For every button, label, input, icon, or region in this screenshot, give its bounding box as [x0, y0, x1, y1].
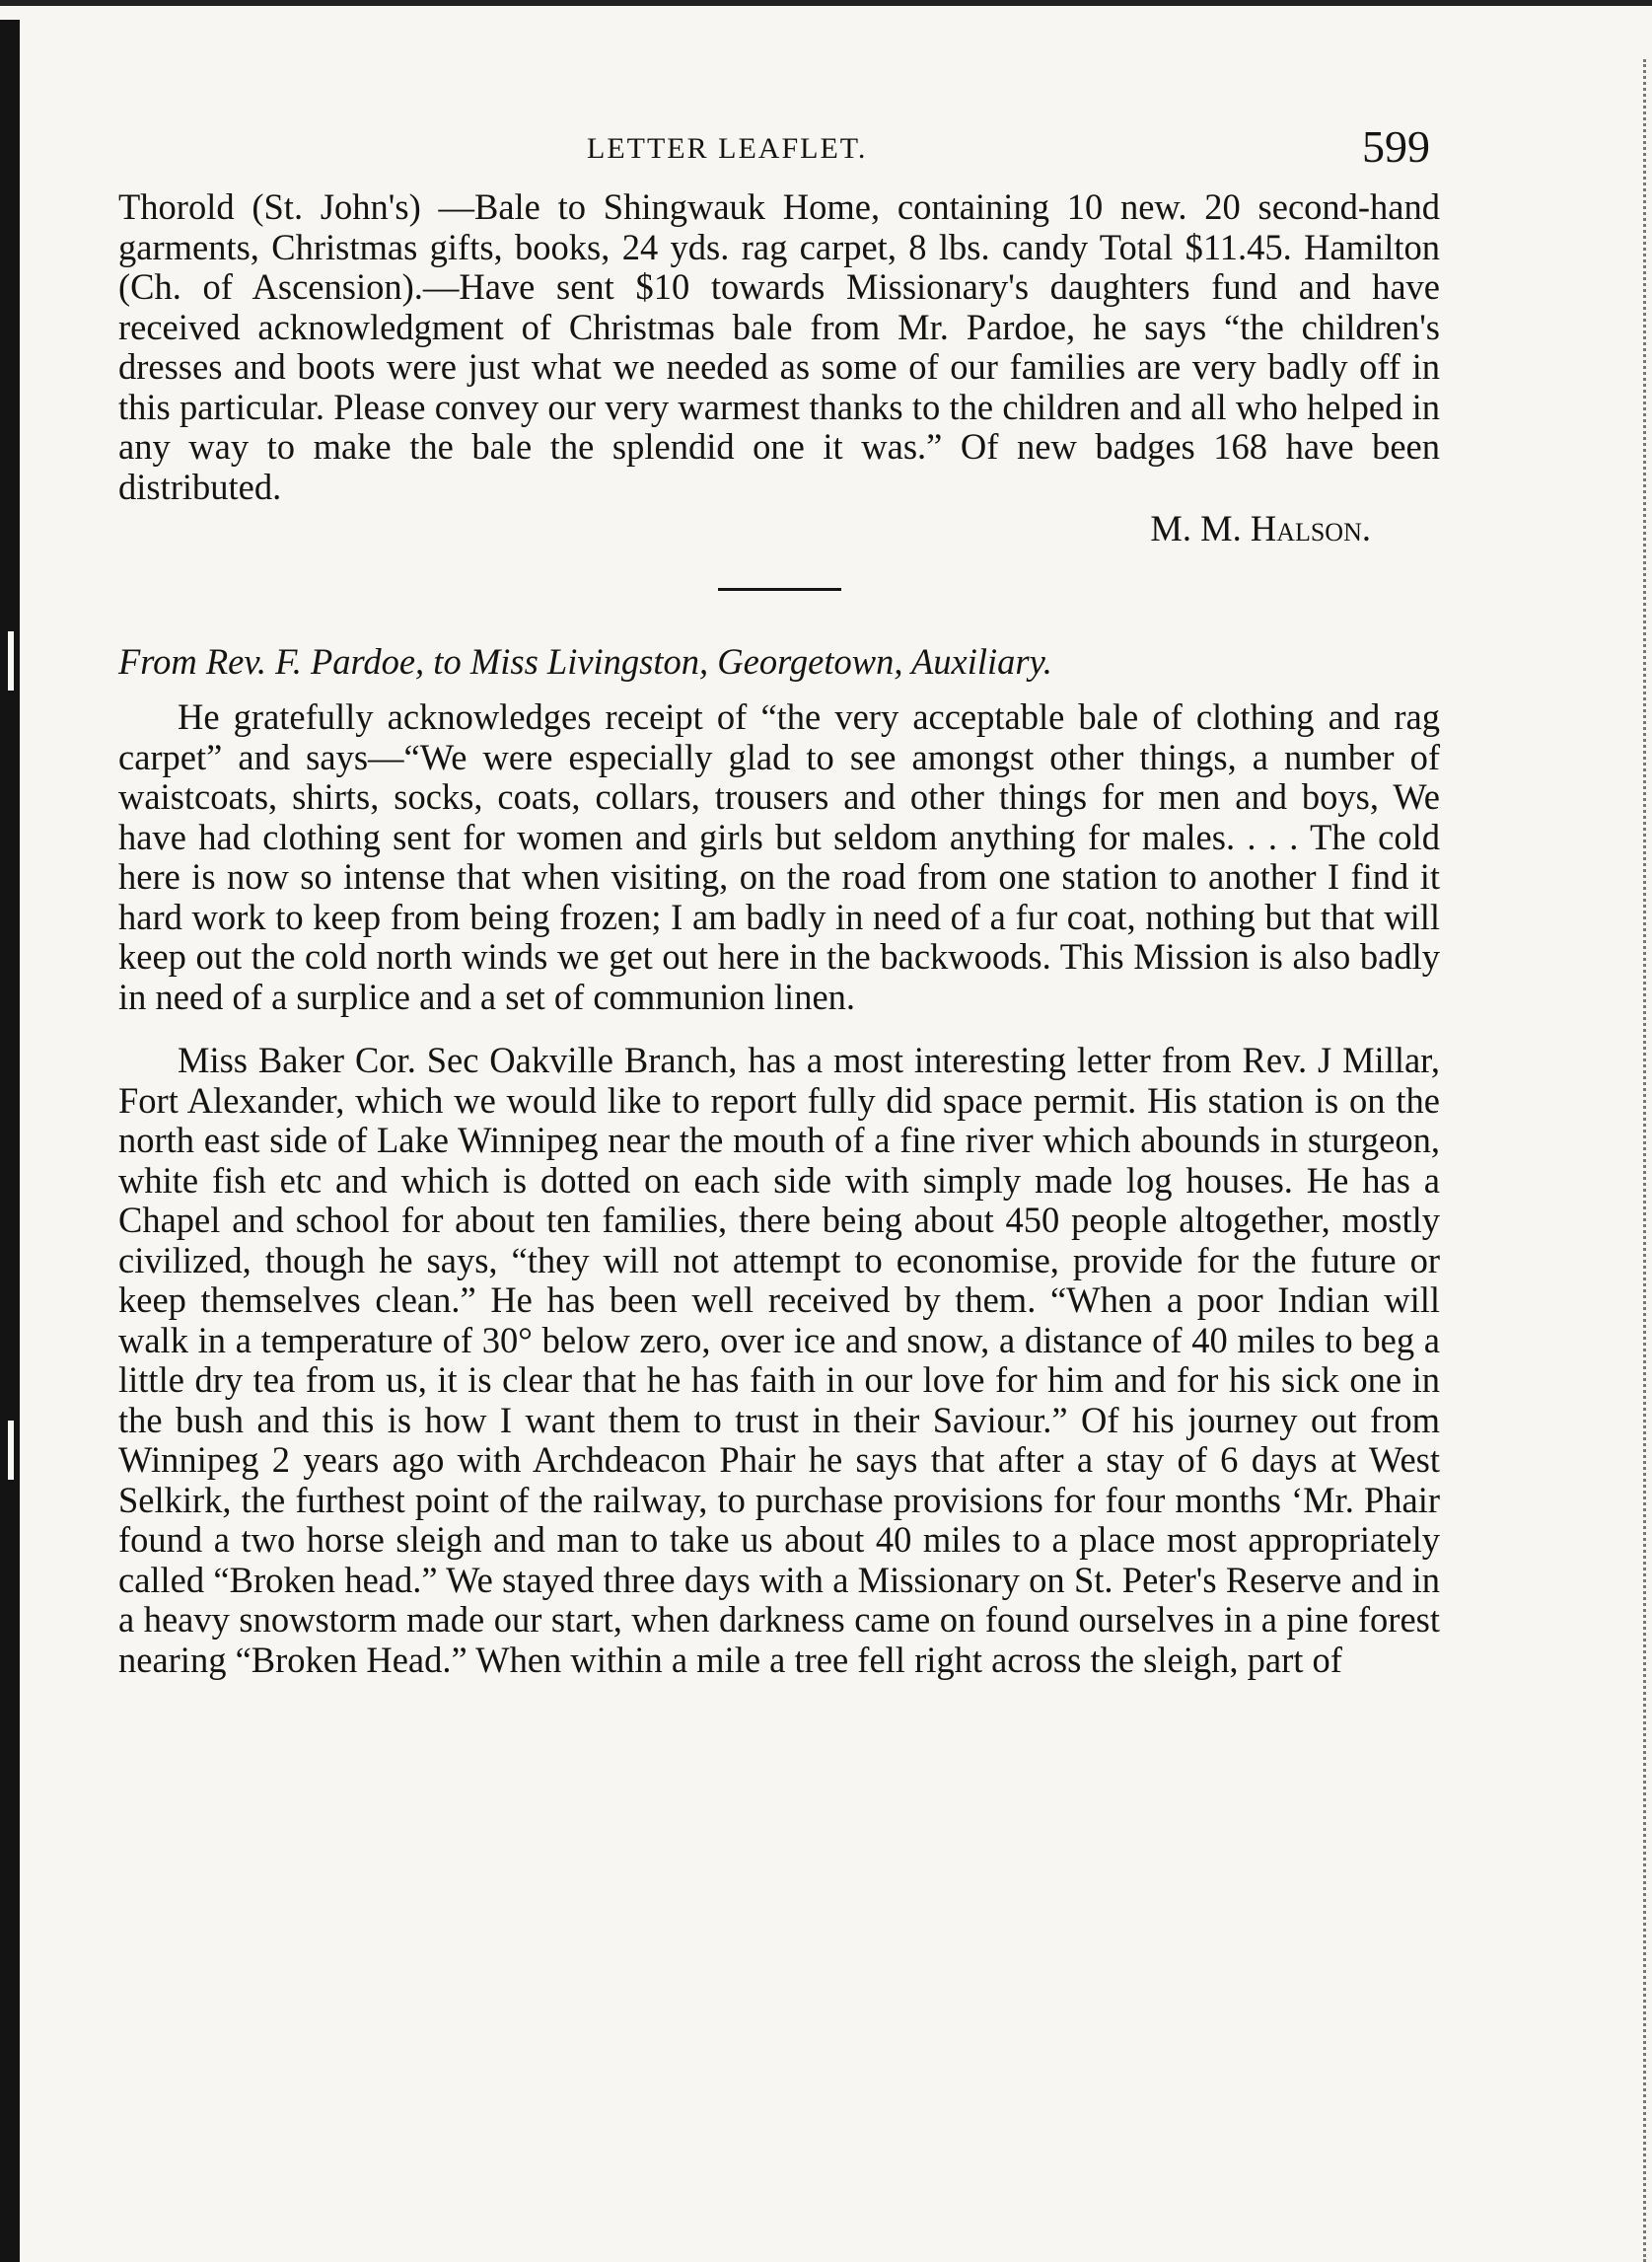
page-content [118, 118, 1440, 1680]
binding-gap [8, 1421, 14, 1480]
report-paragraph: Thorold (St. John's) —Bale to Shingwauk Home, containing 10 new. 20 second-hand garments, Christmas gifts, books, 24 yds. rag carpet, 8 lbs. candy Total $11.45. Hamilton (Ch. of Ascension).—Have sent $10 towards Missionary's daughters fund and have received acknowledgment of Christmas bale from Mr. Pardoe, he says “the children's dresses and boots were just what we needed as some of our families are very badly off in this particular. Please convey our very warmest thanks to the children and all who helped in any way to make the bale the splendid one it was.” Of new badges 168 have been distributed. [118, 186, 1440, 507]
scan-binding-edge [0, 20, 20, 2262]
paragraph-gap [118, 1017, 1440, 1041]
top-edge-rule [0, 0, 1652, 6]
letter-paragraph-1: He gratefully acknowledges receipt of “the very acceptable bale of clothing and rag carpet” and says—“We were especially glad to see amongst other things, a number of waistcoats, shirts, socks, coats, collars, trousers and other things for men and boys, We have had clothing sent for women and girls but seldom anything for males. . . . The cold here is now so intense that when visiting, on the road from one station to another I find it hard work to keep from being frozen; I am badly in need of a fur coat, nothing but that will keep out the cold north winds we get out here in the backwoods. This Mission is also badly in need of a surplice and a set of communion linen. [118, 696, 1440, 1017]
page-number: 599 [1362, 121, 1430, 172]
letter-heading: From Rev. F. Pardoe, to Miss Livingston, Georgetown, Auxiliary. [118, 641, 1052, 682]
binding-gap [8, 631, 14, 691]
report-signature: M. M. Halson. [1150, 508, 1371, 548]
letter-paragraph-2: Miss Baker Cor. Sec Oakville Branch, has a most interesting letter from Rev. J Millar, Fort Alexander, which we would like to report fully did space permit. His station is on the north east side of Lake Winnipeg near the mouth of a fine river which abounds in sturgeon, white fish etc and which is dotted on each side with simply made log houses. He has a Chapel and school for about ten families, there being about 450 people altogether, mostly civilized, though he says, “they will not attempt to economise, provide for the future or keep themselves clean.” He has been well received by them. “When a poor Indian will walk in a temperature of 30° below zero, over ice and snow, a distance of 40 miles to beg a little dry tea from us, it is clear that he has faith in our love for him and for his sick one in the bush and this is how I want them to trust in their Saviour.” Of his journey out from Winnipeg 2 years ago with Archdeacon Phair he says that after a stay of 6 days at West Selkirk, the furthest point of the railway, to purchase provisions for four months ‘Mr. Phair found a two horse sleigh and man to take us about 40 miles to a place most appropriately called “Broken head.” We stayed three days with a Missionary on St. Peter's Reserve and in a heavy snowstorm made our start, when darkness came on found ourselves in a pine forest nearing “Broken Head.” When within a mile a tree fell right across the sleigh, part of [118, 1040, 1440, 1680]
page-header [118, 118, 1440, 187]
section-divider [718, 588, 841, 591]
running-head: LETTER LEAFLET. [587, 132, 868, 165]
scan-right-edge [1640, 59, 1646, 2262]
